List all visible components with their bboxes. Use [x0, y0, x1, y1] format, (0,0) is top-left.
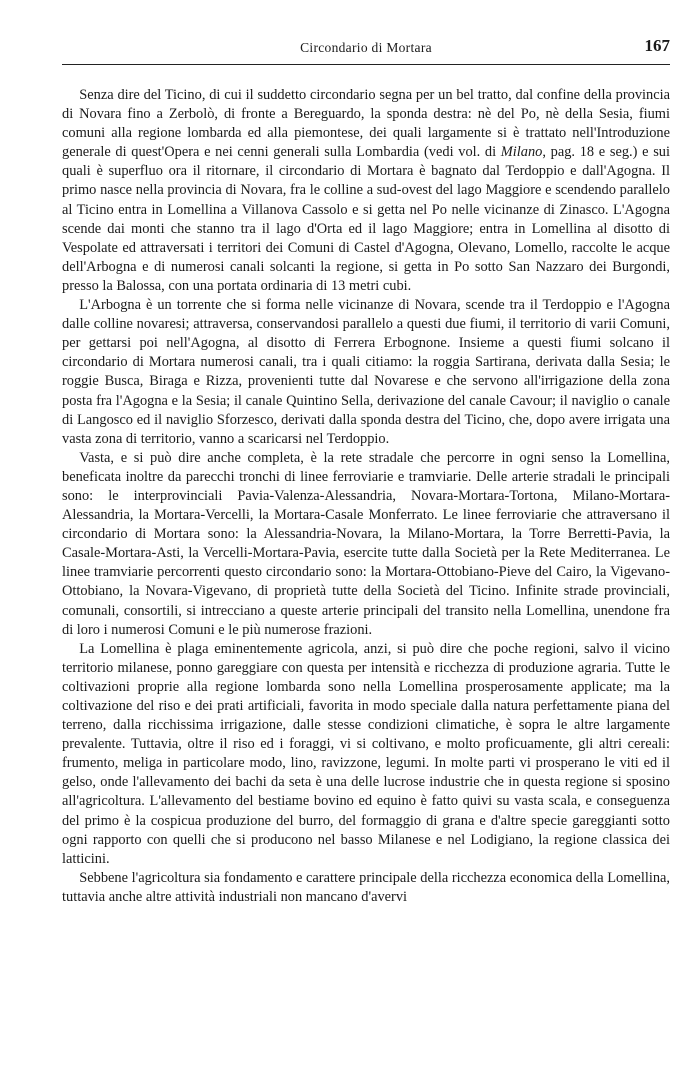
- running-title: Circondario di Mortara: [300, 40, 432, 55]
- paragraph-agriculture: La Lomellina è plaga eminentemente agricola, anzi, si può dire che poche regioni, salvo il vicino territorio milanese, ponno gareggiare con questa per intensità e ricchezza di produzione agraria. Tutte le coltivazioni proprie alla regione lombarda sono nella Lomellina prosperosamente applicate; ma la coltivazione del riso e dei prati artificiali, favorita in modo speciale dalla natura perfettamente piana del terreno, dalla ricchissima irrigazione, dalle stesse condizioni climatiche, è sopra le altre largamente prevalente. Tuttavia, oltre il riso ed i foraggi, vi si coltivano, e molto proficuamente, gli altri cereali: frumento, meliga in particolare modo, lino, ravizzone, legumi. In molte parti vi prosperano le viti ed il gelso, onde l'allevamento dei bachi da seta è una delle lucrose industrie che in questa regione si sposino all'agricoltura. L'allevamento del bestiame bovino ed equino è fatto quivi su vasta scala, e conseguenza del primo è la cospicua produzione del burro, del formaggio di grana e d'altre specie gareggianti sotto ogni rapporto con quelli che si producono nel basso Milanese e nel Lodigiano, la regione classica dei latticini.: [62, 640, 670, 867]
- running-header: [62, 30, 670, 65]
- paragraph-road-network: Vasta, e si può dire anche completa, è la rete stradale che percorre in ogni senso la Lomellina, beneficata inoltre da parecchi tronchi di linee ferroviarie e tramviarie. Delle arterie stradali le principali sono: le interprovinciali Pavia-Valenza-Alessandria, Novara-Mortara-Tortona, Milano-Mortara-Alessandria, la Mortara-Vercelli, la Mortara-Casale Monferrato. Le linee ferroviarie che attraversano il circondario di Mortara sono: la Alessandria-Novara, la Milano-Mortara, la Torre Berretti-Pavia, la Casale-Mortara-Asti, la Vercelli-Mortara-Pavia, esercite tutte dalla Società per la Rete Mediterranea. Le linee tramviarie percorrenti questo circondario sono: la Mortara-Ottobiano-Pieve del Cairo, la Vigevano-Ottobiano, la Novara-Vigevano, di proprietà tutte della Società del Ticino. Infinite strade provinciali, comunali, consortili, si intrecciano a queste arterie principali del transito nella Lomellina, unendone fra di loro i numerosi Comuni e le più numerose frazioni.: [62, 449, 670, 638]
- paragraph-rivers: Senza dire del Ticino, di cui il suddetto circondario segna per un bel tratto, dal confine della provincia di Novara fino a Zerbolò, di fronte a Bereguardo, la sponda destra: nè del Po, nè della Sesia, fiumi comuni alla regione lombarda ed alla piemontese, dei quali largamente si è trattato nell'Introduzione generale di quest'Opera e nei cenni generali sulla Lombardia (vedi vol. di Milano, pag. 18 e seg.) e sui quali è superfluo ora il ritornare, il circondario di Mortara è bagnato dal Terdoppio e dall'Agogna. Il primo nasce nella provincia di Novara, fra le colline a sud-ovest del lago Maggiore e scendendo parallelo al Ticino entra in Lomellina a Villanova Cassolo e si getta nel Po nelle vicinanze di Zinasco. L'Agogna scende dai monti che stanno tra il lago d'Orta ed il lago Maggiore; entra in Lomellina al disotto di Vespolate ed attraversati i territori dei Comuni di Castel d'Agogna, Olevano, Lomello, raccolte le acque dell'Arbogna e di numerosi canali solcanti la regione, si getta in Po sotto San Nazzaro dei Burgondi, presso la Balossa, con una portata ordinaria di 13 metri cubi.: [62, 87, 670, 294]
- body-text: [62, 86, 670, 907]
- italic-volume-title: Milano: [500, 144, 543, 161]
- page-number: 167: [644, 36, 670, 55]
- paragraph-arbogna-canals: L'Arbogna è un torrente che si forma nelle vicinanze di Novara, scende tra il Terdoppio e l'Agogna dalle colline novaresi; attraversa, conservandosi parallelo a questi due fiumi, il territorio di varii Comuni, per gettarsi poi nell'Agogna, al disotto di Ferrera Erbognone. Insieme a questi fiumi solcano il circondario di Mortara numerosi canali, tra i quali citiamo: la roggia Sartirana, derivata dalla Sesia; le roggie Busca, Biraga e Rizza, provenienti tutte dal Novarese e che servono all'irrigazione della zona posta fra l'Agogna e la Sesia; il canale Quintino Sella, derivazione del canale Cavour; il naviglio o canale di Langosco ed il naviglio Sforzesco, derivati dalla sponda destra del Ticino, che, dopo avere irrigata una vasta zona di territorio, vanno a scaricarsi nel Terdoppio.: [62, 297, 670, 447]
- paragraph-industry: Sebbene l'agricoltura sia fondamento e carattere principale della ricchezza economica della Lomellina, tuttavia anche altre attività industriali non mancano d'avervi: [62, 869, 670, 905]
